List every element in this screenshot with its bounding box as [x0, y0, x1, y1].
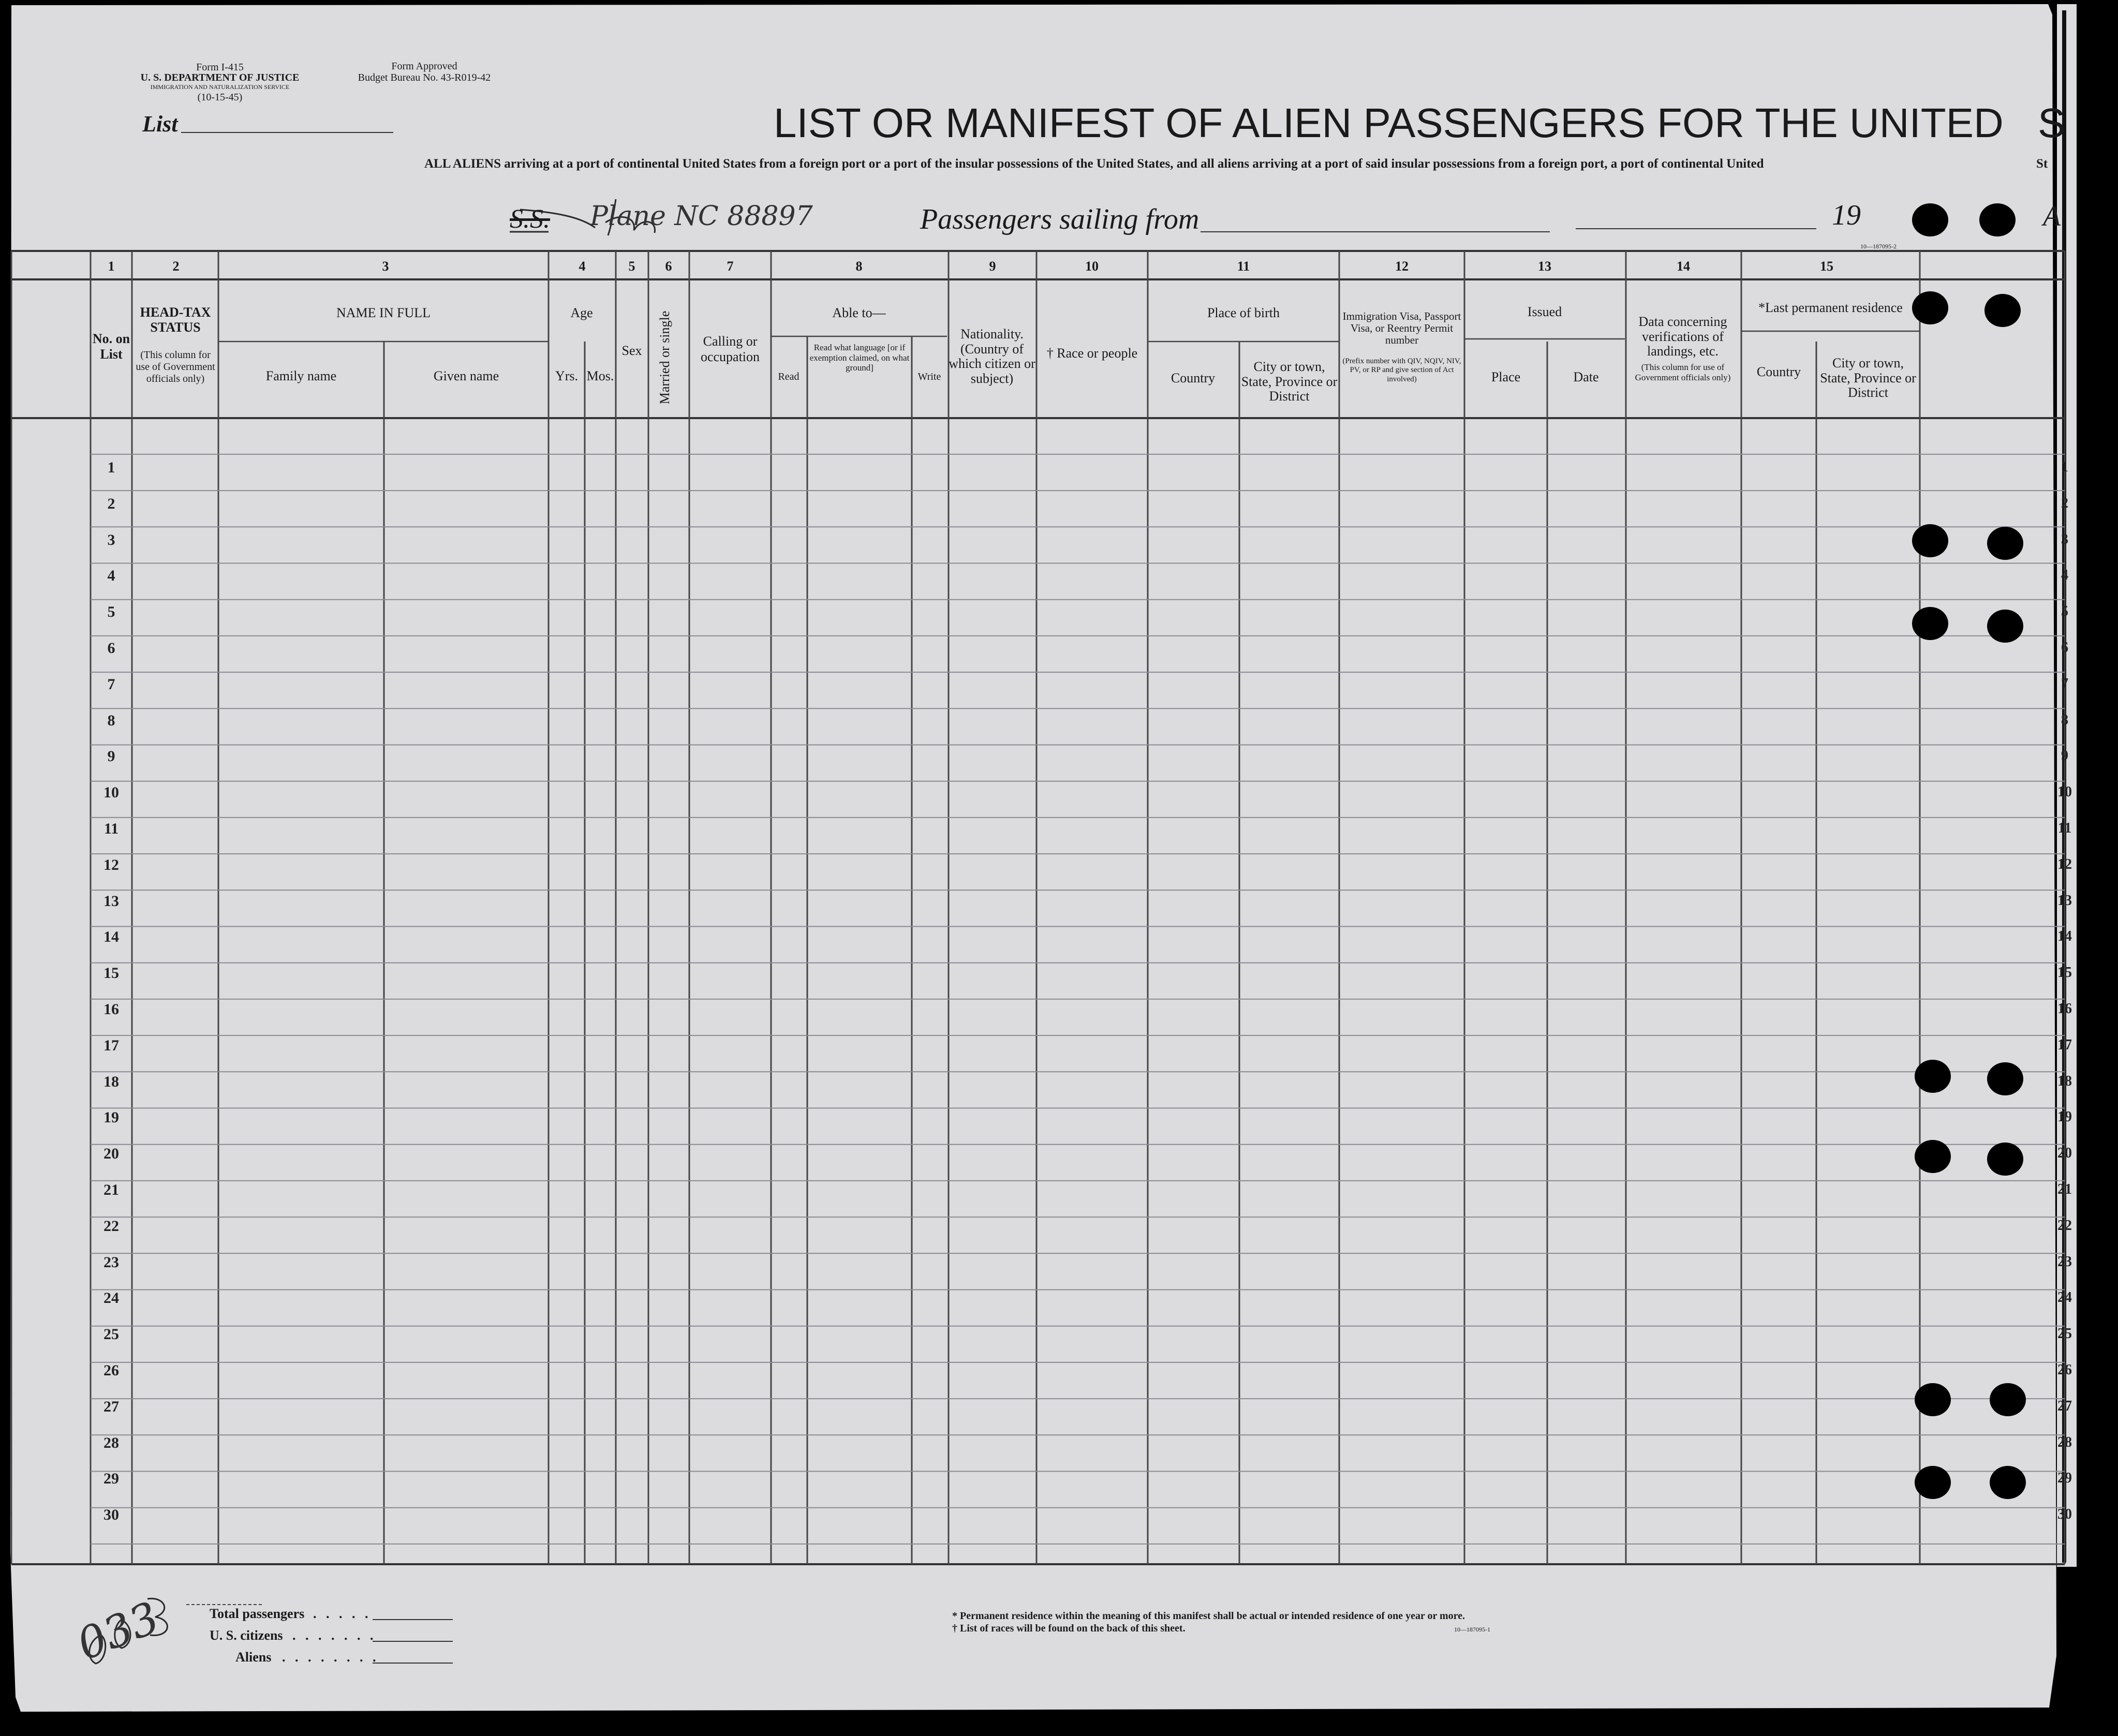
aliens-dots: . . . . . . . .: [282, 1650, 379, 1665]
handwritten-number: 033: [70, 1592, 166, 1670]
row-number: 6: [2061, 640, 2068, 656]
footnote-races: † List of races will be found on the back of this sheet.: [952, 1623, 1186, 1634]
punch-hole: [1990, 1466, 2026, 1499]
row-number: 30: [2057, 1506, 2072, 1523]
column-number: 13: [1538, 259, 1551, 274]
punch-hole: [1987, 1062, 2023, 1095]
row-number: 16: [2057, 1001, 2072, 1017]
row-number: 29: [103, 1470, 119, 1488]
form-approved: Form Approved: [391, 61, 457, 72]
column-number: 7: [727, 259, 734, 274]
list-label: List: [142, 111, 178, 137]
row-number: 2: [107, 495, 115, 512]
header-able-to: Able to—: [832, 305, 886, 320]
row-number: 18: [103, 1073, 119, 1090]
header-nationality: Nationality. (Country of which citizen or subject): [949, 327, 1035, 386]
column-number: 9: [989, 259, 996, 274]
row-number: 8: [2061, 711, 2068, 728]
row-number: 9: [107, 748, 115, 765]
row-number: 25: [2057, 1326, 2072, 1342]
row-number: 18: [2057, 1073, 2072, 1089]
header-res-country: Country: [1756, 364, 1801, 379]
total-dots: . . . . .: [313, 1606, 372, 1621]
column-number: 10: [1085, 259, 1099, 274]
ship-line-cut: A: [2043, 200, 2061, 232]
row-number: 10: [2057, 784, 2072, 800]
row-number: 17: [2057, 1036, 2072, 1053]
row-number: 27: [103, 1398, 119, 1415]
row-number: 24: [103, 1289, 119, 1307]
footnote-residence: * Permanent residence within the meaning of this manifest shall be actual or intended residence of one year or more.: [952, 1610, 1465, 1622]
row-number: 1: [2061, 459, 2068, 475]
us-citizens-label: U. S. citizens: [210, 1628, 283, 1643]
column-number: 3: [382, 259, 389, 274]
punch-hole: [1987, 1143, 2023, 1176]
column-number: 15: [1820, 259, 1833, 274]
header-sex: Sex: [621, 343, 642, 358]
row-number: 30: [103, 1506, 119, 1524]
row-number: 3: [2061, 531, 2068, 547]
service: IMMIGRATION AND NATURALIZATION SERVICE: [150, 83, 290, 91]
punch-hole: [1912, 524, 1948, 557]
header-yrs: Yrs.: [555, 368, 579, 383]
department: U. S. DEPARTMENT OF JUSTICE: [140, 72, 300, 83]
column-number: 2: [172, 259, 180, 274]
header-family-name: Family name: [265, 368, 337, 383]
header-read-language: Read what language [or if exemption claimed, on what ground]: [809, 343, 910, 373]
row-number: 12: [2057, 856, 2072, 872]
header-country-birth: Country: [1171, 370, 1216, 385]
row-number: 4: [2061, 567, 2068, 584]
row-number: 3: [107, 531, 115, 548]
form-date: (10-15-45): [197, 92, 243, 103]
aliens-label: Aliens: [235, 1650, 272, 1665]
ship-name-handwritten: Plane NC 88897: [590, 201, 813, 232]
row-number: 22: [103, 1217, 119, 1235]
form-number: Form I-415: [196, 62, 244, 73]
row-number: 23: [103, 1253, 119, 1271]
total-passengers-label: Total passengers: [210, 1606, 305, 1621]
row-number: 4: [107, 567, 115, 585]
row-number: 5: [107, 603, 115, 621]
header-write: Write: [917, 371, 941, 382]
column-number: 4: [579, 259, 586, 274]
row-number: 26: [103, 1362, 119, 1379]
row-number: 26: [2057, 1362, 2072, 1378]
row-number: 7: [2061, 675, 2068, 692]
budget-number: Budget Bureau No. 43-R019-42: [358, 72, 491, 83]
row-number: 11: [103, 820, 119, 837]
row-number: 13: [103, 892, 119, 910]
header-married: Married or single: [657, 310, 672, 405]
row-number: 2: [2061, 495, 2068, 511]
row-number: 27: [2057, 1398, 2072, 1414]
punch-hole: [1987, 610, 2023, 643]
punch-hole: [1990, 1383, 2026, 1416]
punch-hole: [1912, 203, 1948, 236]
row-number: 16: [103, 1001, 119, 1018]
row-number: 15: [103, 965, 119, 982]
header-calling: Calling or occupation: [700, 334, 760, 364]
row-number: 20: [103, 1145, 119, 1163]
punch-hole: [1915, 1060, 1951, 1093]
row-number: 23: [2057, 1253, 2072, 1270]
header-res-city: City or town, State, Province or District: [1820, 355, 1916, 400]
subtitle: ALL ALIENS arriving at a port of continental United States from a foreign port or a port of the insular possessions of the United States, and all aliens arriving at a port of said insular possessions from a foreign port, a port of continental United: [424, 157, 1764, 171]
row-number: 25: [103, 1326, 119, 1343]
column-number: 11: [1237, 259, 1250, 274]
row-number: 11: [2057, 820, 2072, 836]
row-number: 8: [107, 711, 115, 729]
row-number: 14: [2057, 928, 2072, 945]
row-number: 21: [103, 1181, 119, 1198]
row-number: 22: [2057, 1217, 2072, 1234]
header-place-of-birth: Place of birth: [1207, 305, 1280, 320]
subtitle-cut: St: [2036, 157, 2048, 171]
ss-label: S.S.: [510, 204, 550, 234]
column-number: 14: [1677, 259, 1690, 274]
row-number: 17: [103, 1036, 119, 1054]
header-head-tax-note: (This column for use of Government officials only): [136, 349, 215, 384]
row-number: 20: [2057, 1145, 2072, 1162]
header-head-tax: HEAD-TAX STATUS: [140, 305, 211, 335]
row-number: 14: [103, 928, 119, 946]
punch-hole: [1912, 291, 1948, 324]
column-number: 5: [628, 259, 635, 274]
row-number: 13: [2057, 892, 2072, 909]
print-code-bottom: 10—187095-1: [1454, 1626, 1490, 1633]
sailing-from-label: Passengers sailing from: [920, 203, 1199, 235]
header-data-note: (This column for use of Government officials only): [1635, 362, 1731, 382]
header-date: Date: [1573, 369, 1599, 384]
punch-hole: [1984, 294, 2021, 327]
column-number: 8: [855, 259, 863, 274]
header-no-on-list: No. on List: [92, 331, 130, 362]
header-race: † Race or people: [1046, 346, 1138, 361]
header-given-name: Given name: [433, 368, 499, 383]
print-code-top: 10—187095-2: [1860, 243, 1897, 250]
column-number: 6: [665, 259, 672, 274]
punch-hole: [1915, 1140, 1951, 1173]
row-number: 12: [103, 856, 119, 873]
header-visa: Immigration Visa, Passport Visa, or Reentry Permit number: [1342, 310, 1461, 347]
page-title: LIST OR MANIFEST OF ALIEN PASSENGERS FOR THE UNITED: [774, 100, 2004, 146]
header-issued: Issued: [1527, 304, 1562, 319]
punch-hole: [1979, 203, 2016, 236]
row-number: 9: [2061, 748, 2068, 764]
header-data-concerning: Data concerning verifications of landings, etc.: [1638, 314, 1727, 359]
header-last-residence: *Last permanent residence: [1758, 300, 1903, 315]
row-number: 19: [103, 1109, 119, 1126]
citizens-dots: . . . . . . .: [292, 1628, 377, 1643]
punch-hole: [1987, 527, 2023, 560]
header-name-in-full: NAME IN FULL: [336, 305, 431, 320]
year-prefix: 19: [1832, 199, 1861, 231]
row-number: 28: [2057, 1434, 2072, 1450]
row-number: 19: [2057, 1109, 2072, 1125]
row-number: 28: [103, 1434, 119, 1451]
row-number: 5: [2061, 603, 2068, 620]
column-number: 12: [1395, 259, 1409, 274]
column-number: 1: [108, 259, 115, 274]
row-number: 15: [2057, 965, 2072, 981]
punch-hole: [1912, 607, 1948, 640]
page-title-cut: S: [2038, 100, 2066, 146]
header-mos: Mos.: [586, 368, 614, 383]
row-number: 6: [107, 640, 115, 657]
header-city-birth: City or town, State, Province or District: [1241, 359, 1338, 404]
punch-hole: [1915, 1466, 1951, 1499]
header-age: Age: [570, 305, 593, 320]
header-read: Read: [778, 371, 799, 382]
header-visa-note: (Prefix number with QIV, NQIV, NIV, PV, or RP and give section of Act involved): [1342, 357, 1461, 383]
header-place: Place: [1491, 369, 1521, 384]
row-number: 1: [107, 459, 115, 476]
punch-hole: [1915, 1383, 1951, 1416]
row-number: 21: [2057, 1181, 2072, 1197]
row-number: 10: [103, 784, 119, 802]
row-number: 7: [107, 675, 115, 693]
row-number: 29: [2057, 1470, 2072, 1487]
row-number: 24: [2057, 1289, 2072, 1306]
